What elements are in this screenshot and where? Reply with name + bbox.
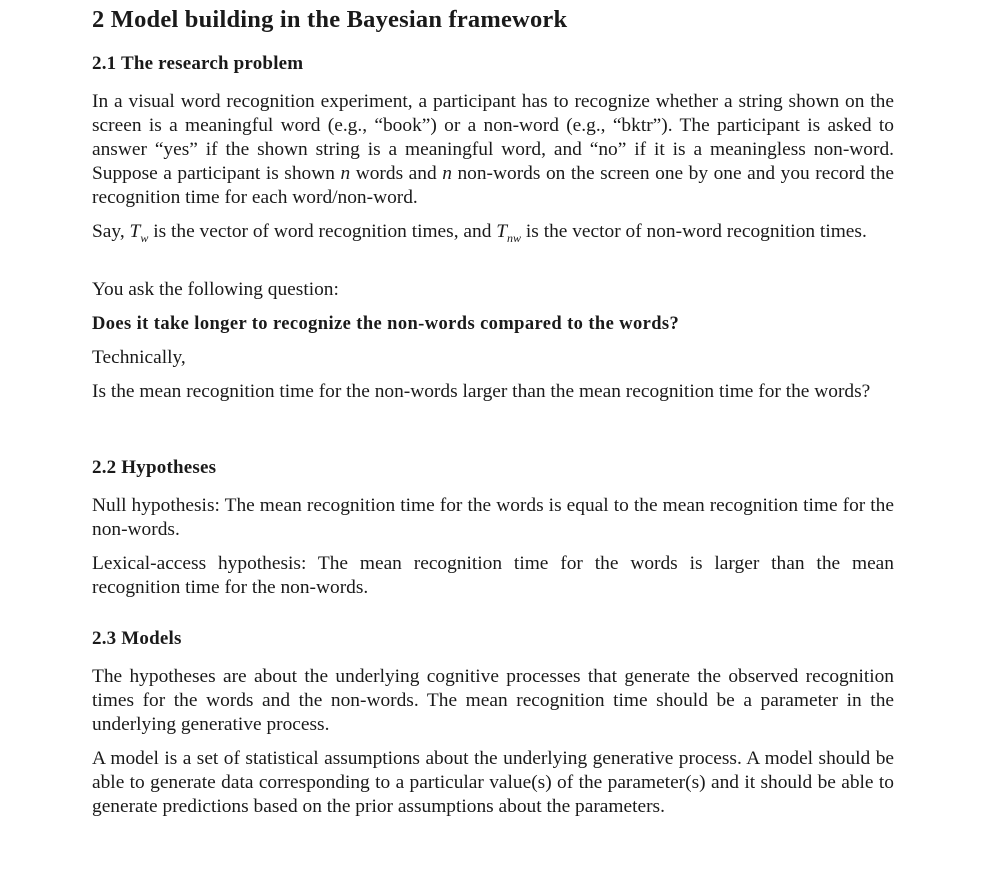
hypotheses-heading: 2.2 Hypotheses: [92, 457, 217, 478]
var-tnw: $T_{nw}$: [496, 221, 522, 245]
var-tw: $T_w$: [129, 221, 149, 245]
research-problem-paragraph-3: You ask the following question:: [92, 279, 339, 300]
models-paragraph-1: The hypotheses are about the underlying cognitive processes that generate the observed recognition times for the words and the non-words. The mean recognition time should be a parameter in the underlying generative process.: [92, 666, 894, 735]
research-problem-paragraph-1: In a visual word recognition experiment, a participant has to recognize whether a string shown on the screen is a meaningful word (e.g., “book”) or a non-word (e.g., “bktr”). The participant is asked to answer “yes” if the shown string is a meaningful word, and “no” if it is a meaningless non-word. Suppose a participant is shown n words and n non-words on the screen one by one and you record the recognition time for each word/non-word.: [92, 91, 895, 208]
para2-suffix: is the vector of non-word recognition times.: [525, 221, 867, 242]
research-question: Does it take longer to recognize the non-words compared to the words?: [92, 314, 680, 334]
var-n: n: [442, 163, 452, 184]
null-hypothesis: Null hypothesis: The mean recognition time for the words is equal to the mean recognition time for the non-words.: [92, 495, 894, 540]
para2-prefix: Say,: [92, 221, 125, 242]
var-n: n: [340, 163, 351, 184]
section-title: 2 Model building in the Bayesian framework: [92, 6, 568, 33]
models-heading: 2.3 Models: [92, 628, 182, 649]
para2-mid: is the vector of word recognition times, and: [153, 221, 492, 242]
research-problem-paragraph-2: [92, 220, 894, 244]
research-problem-paragraph-5: Is the mean recognition time for the non-words larger than the mean recognition time for the words?: [92, 381, 871, 402]
lexical-access-hypothesis: Lexical-access hypothesis: The mean recognition time for the words is larger than the mean recognition time for the non-words.: [92, 553, 894, 598]
research-problem-heading: 2.1 The research problem: [92, 53, 304, 74]
models-paragraph-2: A model is a set of statistical assumptions about the underlying generative process. A model should be able to generate data corresponding to a particular value(s) of the parameter(s) and it should be able to generate predictions based on the prior assumptions about the parameters.: [92, 748, 894, 817]
research-problem-paragraph-4: Technically,: [92, 347, 186, 368]
